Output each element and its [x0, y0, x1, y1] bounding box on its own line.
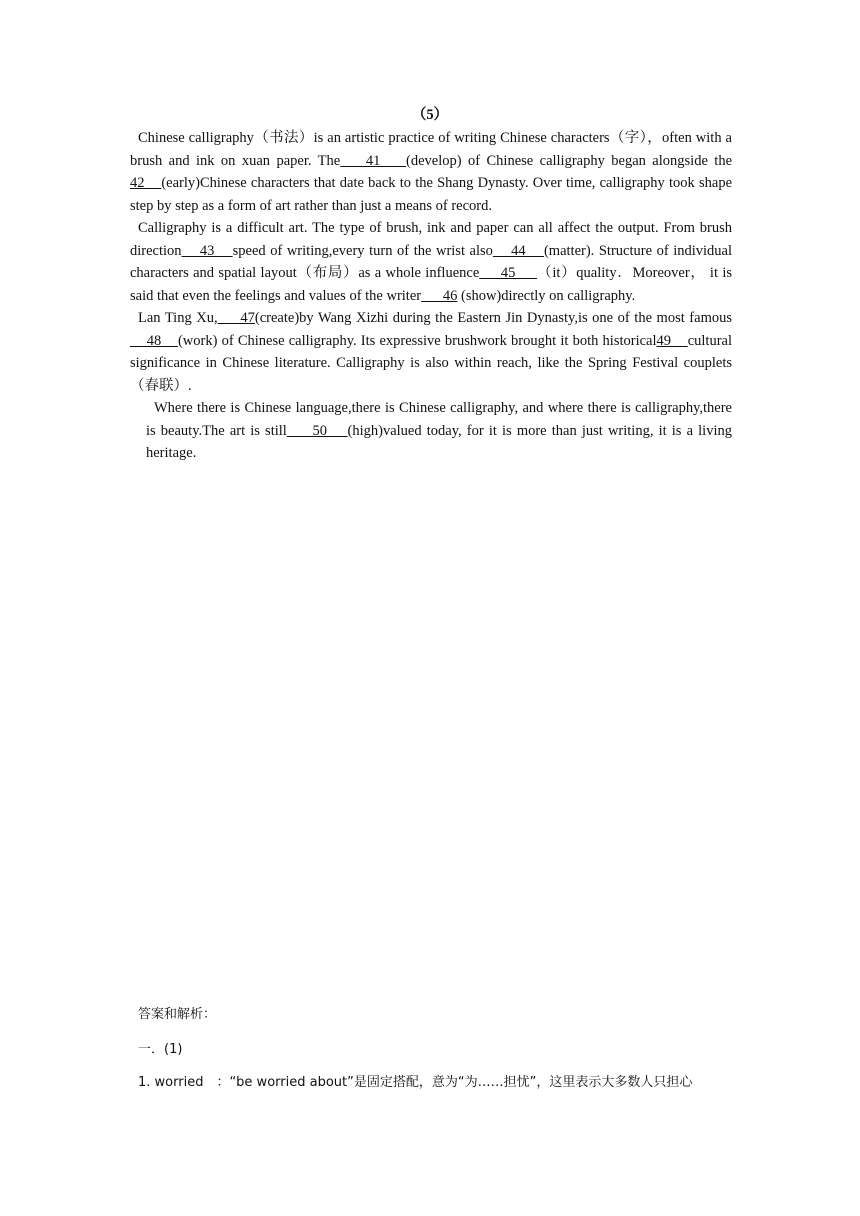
paragraph-3-text-a: Lan Ting Xu,: [138, 310, 218, 326]
paragraph-3-text-c: (create)by Wang Xizhi during the Eastern Jin Dynasty,is one of the most famous: [254, 310, 732, 326]
blank-46: 46: [421, 287, 458, 304]
paragraph-3-text-d: (work) of Chinese calligraphy. Its expressive brushwork brought it both historical: [177, 332, 657, 349]
paragraph-1-text-c: (develop) of Chinese calligraphy began alongside the: [406, 152, 733, 169]
passage-body: [130, 127, 732, 465]
paragraph-4: [146, 397, 732, 465]
paragraph-2-text-d: (matter). Structure of individual characters and spatial layout（布局）as a whole influence: [130, 242, 733, 281]
paragraph-2-text-e: （it）quality．Moreover， it is said that even the feelings and values of the writer: [130, 265, 732, 304]
blank-50: 50: [286, 422, 348, 439]
passage-number-heading: （5）: [411, 107, 449, 123]
paragraph-1: [130, 127, 732, 217]
paragraph-2: [130, 217, 732, 307]
blank-43: 43: [181, 242, 233, 259]
paragraph-3-text-e: cultural significance in Chinese literature. Calligraphy is also within reach, like the Spring Festival couplets（春联）.: [130, 332, 733, 394]
answer-line-1: 1. worried ：“be worried about”是固定搭配，意为“为……担忧”，这里表示大多数人只担心: [138, 1075, 693, 1090]
blank-45: 45: [479, 265, 538, 281]
paragraph-1-text-d: (early)Chinese characters that date back to the Shang Dynasty. Over time, calligraphy took shape step by step as a form of art rather than just a means of record.: [130, 175, 733, 214]
paragraph-1-text-a: Chinese calligraphy（书法）is an artistic practice of writing Chinese characters（字），often with a brush and ink on xuan paper. The: [130, 130, 732, 169]
blank-48: 48: [130, 332, 178, 349]
paragraph-4-text-a: Where there is Chinese language,there is Chinese calligraphy, and where there is calligraphy,there is beauty.The art is still: [146, 400, 732, 439]
paragraph-4-text-c: (high)valued today, for it is more than just writing, it is a living heritage.: [146, 422, 732, 461]
blank-42: 42: [130, 175, 162, 191]
blank-49: 49: [656, 332, 688, 349]
paragraph-2-text-c: speed of writing,every turn of the wrist also: [232, 242, 493, 259]
blank-41: 41: [340, 152, 407, 169]
blank-44: 44: [492, 242, 544, 259]
paragraph-2-text-a: Calligraphy is a difficult art. The type of brush, ink and paper can all affect the output. From brush direction: [130, 220, 732, 259]
answers-title: 答案和解析：: [138, 1007, 217, 1022]
paragraph-2-text-f: (show)directly on calligraphy.: [457, 287, 636, 304]
blank-47: 47: [217, 310, 255, 326]
answers-section-label: 一．(1): [138, 1042, 183, 1057]
paragraph-3: [130, 307, 732, 397]
